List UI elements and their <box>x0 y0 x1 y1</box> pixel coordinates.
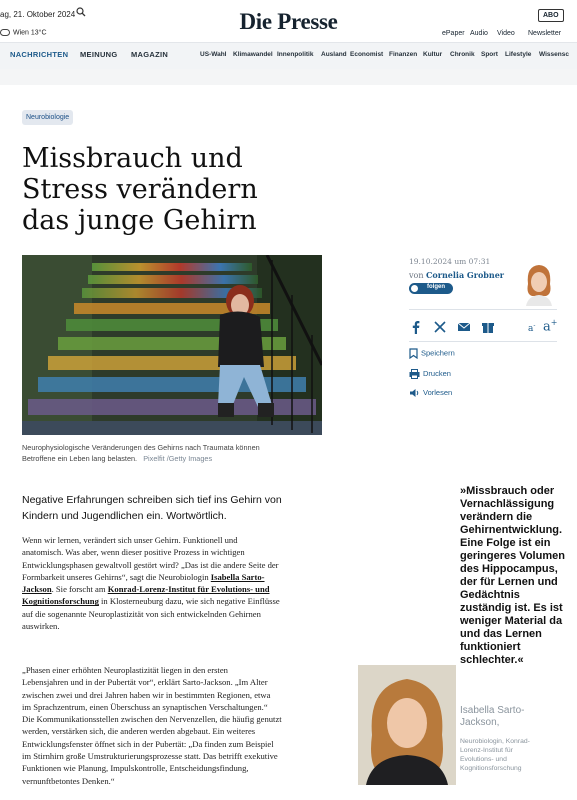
nav-wissenschaft[interactable]: Wissensc <box>539 51 569 58</box>
caption-text: Betroffene ein Leben lang belasten. <box>22 454 138 463</box>
affiliation-line: Evolutions- und <box>460 756 507 763</box>
para-line: anatomisch. Was aber, wenn dieser positive Prozess in wichtigen <box>22 547 245 558</box>
read-aloud-label: Vorlesen <box>423 388 453 397</box>
photo-caption <box>22 442 322 464</box>
link-newsletter[interactable]: Newsletter <box>528 30 562 37</box>
quote-line: »Missbrauch oder <box>460 485 555 497</box>
quote-line: schlechter.« <box>460 654 524 666</box>
headline-line: das junge Gehirn <box>22 205 257 236</box>
quote-line: Gehirnentwicklung. <box>460 524 563 536</box>
author-name-line: Jackson, <box>460 717 500 728</box>
lead-line: Negative Erfahrungen schreiben sich tief ins Gehirn von <box>22 494 282 506</box>
site-logo[interactable]: Die Presse <box>239 9 338 34</box>
follow-label: folgen <box>427 284 445 290</box>
para-line: im Sprachzentrum, einen Überschuss an synaptischen Verschaltungen.“ <box>22 701 268 712</box>
link-sarto-jackson[interactable]: Isabella Sarto- <box>210 571 265 582</box>
read-aloud-button[interactable] <box>409 388 452 398</box>
affiliation-line: Kognitionsforschung <box>460 765 522 772</box>
para-line: Formbarkeit unseres Gehirns“, sagt die Neurobiologin <box>22 571 209 582</box>
current-date: ag, 21. Oktober 2024 <box>0 10 76 19</box>
para-line: zwischen zwei und drei Jahren haben wir in bestimmten Regionen, etwa <box>22 689 271 700</box>
quote-line: weniger Material da <box>460 615 563 627</box>
toggle-knob <box>411 285 418 292</box>
quote-line: Eine Folge ist ein <box>460 537 551 549</box>
mail-icon[interactable] <box>457 320 471 334</box>
author-name-line: Isabella Sarto- <box>460 705 525 716</box>
headline-line: Stress verändern <box>22 174 258 205</box>
nav-economist[interactable]: Economist <box>350 51 384 58</box>
author-avatar[interactable] <box>522 262 556 306</box>
link-audio[interactable]: Audio <box>470 30 488 37</box>
nav-finanzen[interactable]: Finanzen <box>389 51 418 58</box>
facebook-icon[interactable] <box>409 320 423 334</box>
x-twitter-icon[interactable] <box>433 320 447 334</box>
article-paragraph <box>22 664 352 787</box>
bookmark-icon <box>409 348 418 359</box>
quote-line: und das Lernen <box>460 628 542 640</box>
quote-line: des Hippocampus, <box>460 563 558 575</box>
affiliation-line: Lorenz-Institut für <box>460 747 513 754</box>
photo-stairs-girl <box>22 255 322 435</box>
save-button[interactable] <box>409 348 455 359</box>
nav-magazin[interactable]: MAGAZIN <box>131 50 169 59</box>
weather-widget[interactable] <box>0 29 47 36</box>
quote-line: funktioniert <box>460 641 521 653</box>
subnav-strip <box>0 69 577 85</box>
pull-quote <box>460 485 575 667</box>
quote-line: geringeres Volumen <box>460 550 565 562</box>
quote-author-photo <box>358 665 456 785</box>
font-small-sign: - <box>533 322 536 329</box>
article-paragraph <box>22 534 334 632</box>
headline-line: Missbrauch und <box>22 143 243 174</box>
nav-kultur[interactable]: Kultur <box>423 51 443 58</box>
article-photo <box>22 255 322 435</box>
para-line: „Phasen einer erhöhten Neuroplastizität liegen in den ersten <box>22 665 228 675</box>
divider <box>409 309 557 310</box>
para-line: Lebensjahren und in der Pubertät vor“, erklärt Sarto-Jackson. „Im Alter <box>22 677 268 688</box>
lead-line: Kindern und Jugendlichen ein. Wortwörtlich. <box>22 510 227 522</box>
printer-icon <box>409 369 420 379</box>
para-line: auf die sogenannte Neuroplastizität von sich entwickelnden Gehirnen <box>22 608 261 619</box>
nav-innenpolitik[interactable]: Innenpolitik <box>277 51 314 58</box>
nav-meinung[interactable]: MEINUNG <box>80 50 118 59</box>
nav-lifestyle[interactable]: Lifestyle <box>505 51 532 58</box>
save-label: Speichern <box>421 348 455 358</box>
abo-button[interactable]: ABO <box>538 9 564 22</box>
para-line: in Klosterneuburg dazu, wie sich negative Einflüsse <box>98 596 280 607</box>
link-epaper[interactable]: ePaper <box>442 30 465 37</box>
para-line: Entwicklungsphasen gewaltvoll gestört wird? „Das ist die andere Seite der <box>22 559 279 570</box>
nav-klimawandel[interactable]: Klimawandel <box>233 51 273 58</box>
nav-chronik[interactable]: Chronik <box>450 51 475 58</box>
para-line: Wenn wir lernen, verändert sich unser Gehirn. Funktionell und <box>22 535 238 545</box>
link-sarto-jackson[interactable]: Jackson <box>22 584 52 595</box>
article-headline <box>22 143 322 236</box>
article-lead <box>22 492 322 524</box>
quote-author-name <box>460 705 575 729</box>
link-klf-institute[interactable]: Konrad-Lorenz-Institut für Evolutions- und <box>107 584 270 595</box>
para-line: . Sie forscht am <box>51 584 106 595</box>
quote-line: zuständig ist. Es ist <box>460 602 563 614</box>
caption-text: Neurophysiologische Veränderungen des Gehirns nach Traumata können <box>22 443 260 452</box>
print-button[interactable] <box>409 369 451 379</box>
quote-line: Vernachlässigung <box>460 498 555 510</box>
font-big-glyph: a <box>543 319 551 335</box>
quote-author-affiliation <box>460 737 575 773</box>
font-increase-button[interactable] <box>543 318 557 334</box>
para-line: auswirken. <box>22 621 60 632</box>
quote-line: verändern die <box>460 511 533 523</box>
cloud-icon <box>0 29 10 36</box>
font-big-sign: + <box>550 318 558 327</box>
para-line: Funktionen wie Planung, Impulskontrolle, Entscheidungsfindung, <box>22 763 249 774</box>
nav-sport[interactable]: Sport <box>481 51 498 58</box>
divider <box>409 341 557 342</box>
author-link[interactable]: Cornelia Grobner <box>426 270 505 280</box>
follow-toggle[interactable] <box>409 283 453 294</box>
para-line: im Stirnhirn große Umstrukturierungsprozesse statt. Das betrifft exekutive <box>22 751 278 762</box>
para-line: Entwicklungsfenster öffnet sich in der Pubertät: „Da finden zum Beispiel <box>22 738 274 749</box>
para-line: werden, verstärken sich, die anderen werden abgebaut. Ein weiteres <box>22 726 256 737</box>
gift-icon[interactable] <box>481 320 495 334</box>
byline-prefix: von <box>409 271 424 280</box>
para-line: vernunftbetontes Denken.“ <box>22 775 115 786</box>
category-tag[interactable]: Neurobiologie <box>22 110 73 125</box>
publish-date: 19.10.2024 um 07:31 <box>409 257 491 266</box>
nav-us-wahl[interactable]: US-Wahl <box>200 51 227 58</box>
portrait-image <box>358 665 456 785</box>
speaker-icon <box>409 388 420 398</box>
print-label: Drucken <box>423 369 451 378</box>
quote-line: der für Lernen und <box>460 576 558 588</box>
link-klf-institute[interactable]: Kognitionsforschung <box>22 596 99 607</box>
affiliation-line: Neurobiologin, Konrad- <box>460 738 530 745</box>
quote-line: Gedächtnis <box>460 589 520 601</box>
nav-nachrichten[interactable]: NACHRICHTEN <box>10 50 69 59</box>
link-video[interactable]: Video <box>497 30 515 37</box>
font-small-glyph: a <box>528 324 534 334</box>
photo-credit: Pixelfit /Getty Images <box>143 454 213 463</box>
para-line: Die Kommunikationsstellen zwischen den Nervenzellen, die häufig genutzt <box>22 714 282 725</box>
weather-label: Wien 13°C <box>13 29 47 37</box>
nav-ausland[interactable]: Ausland <box>321 51 347 58</box>
font-decrease-button[interactable] <box>528 322 535 334</box>
author-byline <box>409 270 504 280</box>
